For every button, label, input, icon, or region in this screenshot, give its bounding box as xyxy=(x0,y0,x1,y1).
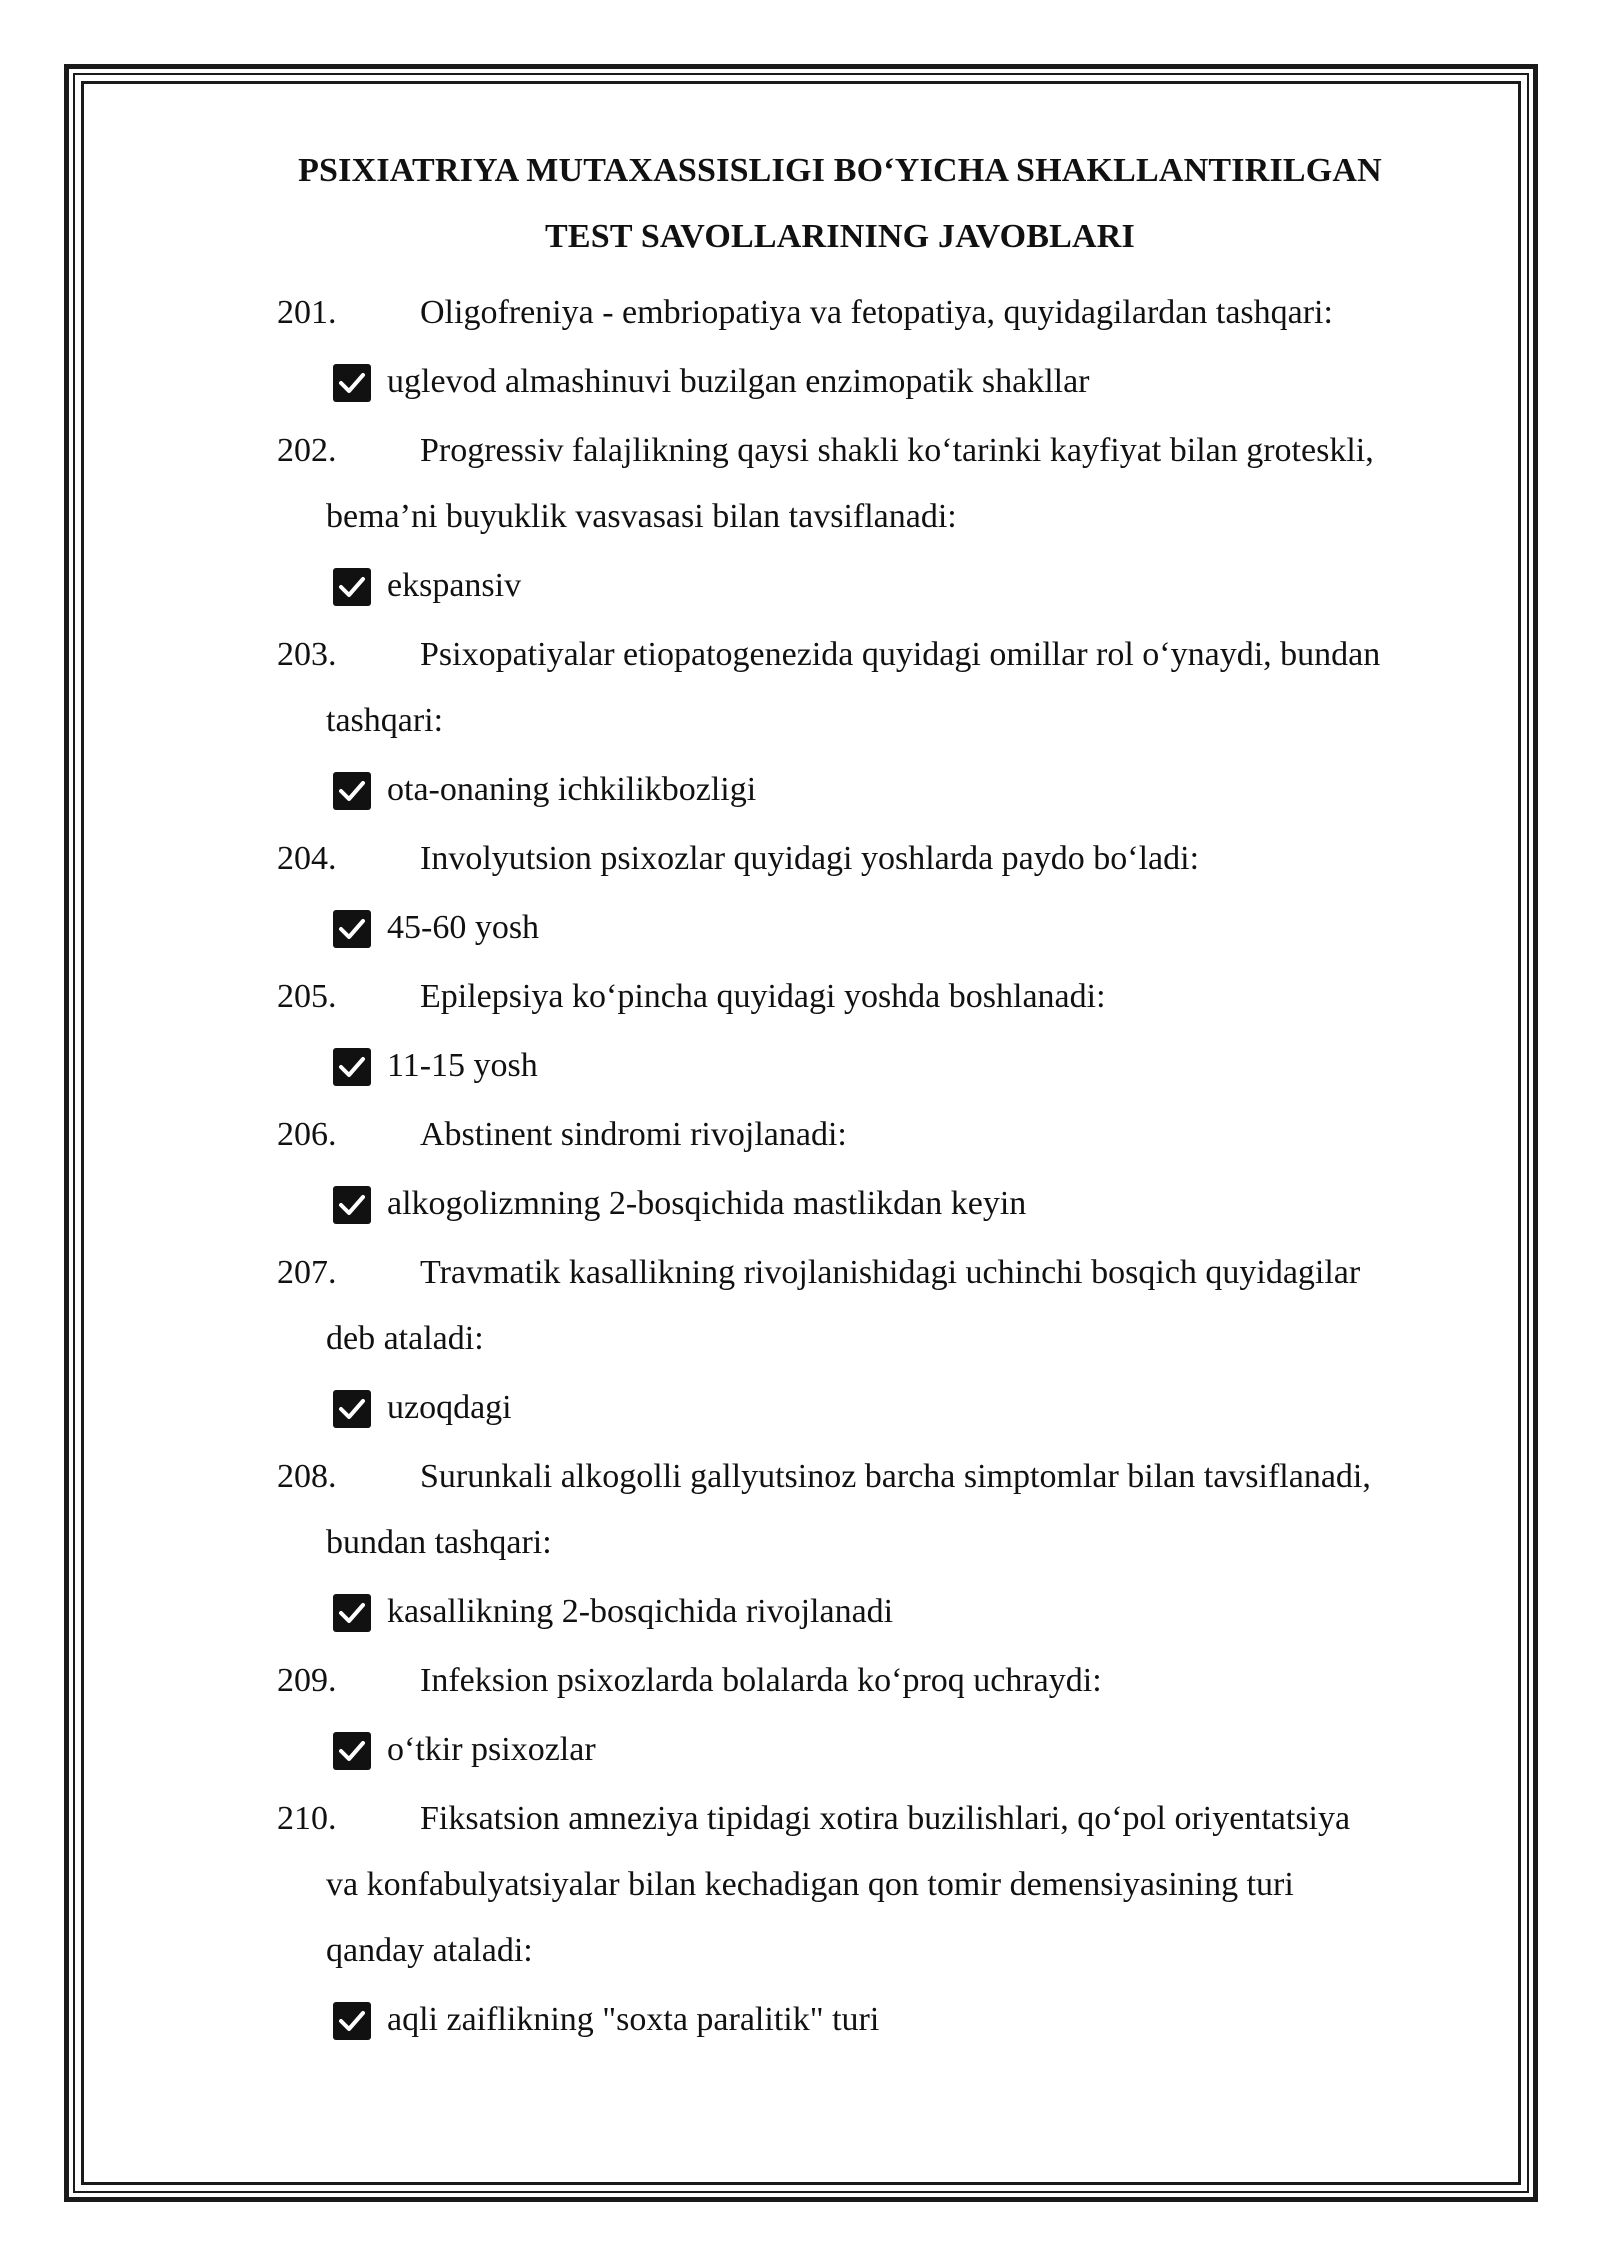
answer-text: 11-15 yosh xyxy=(387,1047,538,1084)
question-number: 203. xyxy=(277,636,337,673)
question-item xyxy=(0,964,1600,1030)
checkmark-icon xyxy=(333,2002,371,2040)
question-text-line: Infeksion psixozlarda bolalarda ko‘proq uchraydi: xyxy=(420,1662,1102,1699)
question-number: 201. xyxy=(277,294,337,331)
question-text-line: deb ataladi: xyxy=(326,1320,484,1357)
question-number: 202. xyxy=(277,432,337,469)
document-title-line-2: TEST SAVOLLARINING JAVOBLARI xyxy=(545,218,1135,255)
question-item xyxy=(0,1648,1600,1714)
question-text-line: Travmatik kasallikning rivojlanishidagi uchinchi bosqich quyidagilar xyxy=(420,1254,1361,1291)
question-text-line: Fiksatsion amneziya tipidagi xotira buzilishlari, qo‘pol oriyentatsiya xyxy=(420,1800,1351,1837)
question-text-line: Epilepsiya ko‘pincha quyidagi yoshda boshlanadi: xyxy=(420,978,1106,1015)
document-title-line-1: PSIXIATRIYA MUTAXASSISLIGI BO‘YICHA SHAKLLANTIRILGAN xyxy=(298,152,1382,189)
answer-item xyxy=(0,346,1600,418)
question-number: 205. xyxy=(277,978,337,1015)
answer-item xyxy=(0,892,1600,964)
answer-text: 45-60 yosh xyxy=(387,909,540,946)
answer-text: ekspansiv xyxy=(387,567,522,604)
question-number: 206. xyxy=(277,1116,337,1153)
question-number: 209. xyxy=(277,1662,337,1699)
checkmark-icon xyxy=(333,1186,371,1224)
answer-item xyxy=(0,1168,1600,1240)
checkmark-icon xyxy=(333,910,371,948)
question-answer-list xyxy=(0,280,1600,2056)
answer-text: aqli zaiflikning "soxta paralitik" turi xyxy=(387,2001,880,2038)
question-text-line: tashqari: xyxy=(326,702,444,739)
question-item xyxy=(0,1240,1600,1372)
question-number: 204. xyxy=(277,840,337,877)
question-item xyxy=(0,1444,1600,1576)
answer-text: alkogolizmning 2-bosqichida mastlikdan keyin xyxy=(387,1185,1027,1222)
question-text-line: Surunkali alkogolli gallyutsinoz barcha simptomlar bilan tavsiflanadi, xyxy=(420,1458,1371,1495)
question-item xyxy=(0,280,1600,346)
checkmark-icon xyxy=(333,1390,371,1428)
checkmark-icon xyxy=(333,1594,371,1632)
answer-text: ota-onaning ichkilikbozligi xyxy=(387,771,757,808)
question-text-line: va konfabulyatsiyalar bilan kechadigan qon tomir demensiyasining turi xyxy=(326,1866,1294,1903)
answer-item xyxy=(0,1372,1600,1444)
answer-text: o‘tkir psixozlar xyxy=(387,1731,596,1768)
checkmark-icon xyxy=(333,772,371,810)
answer-item xyxy=(0,754,1600,826)
checkmark-icon xyxy=(333,1048,371,1086)
answer-item xyxy=(0,550,1600,622)
answer-item xyxy=(0,1984,1600,2056)
question-item xyxy=(0,622,1600,754)
answer-text: uglevod almashinuvi buzilgan enzimopatik shakllar xyxy=(387,363,1090,400)
question-text-line: bundan tashqari: xyxy=(326,1524,552,1561)
question-item xyxy=(0,1786,1600,1984)
question-number: 208. xyxy=(277,1458,337,1495)
question-item xyxy=(0,826,1600,892)
answer-text: uzoqdagi xyxy=(387,1389,512,1426)
answer-item xyxy=(0,1714,1600,1786)
question-number: 210. xyxy=(277,1800,337,1837)
checkmark-icon xyxy=(333,364,371,402)
question-text-line: bema’ni buyuklik vasvasasi bilan tavsiflanadi: xyxy=(326,498,957,535)
question-text-line: qanday ataladi: xyxy=(326,1932,533,1969)
answer-item xyxy=(0,1576,1600,1648)
question-text-line: Abstinent sindromi rivojlanadi: xyxy=(420,1116,847,1153)
question-number: 207. xyxy=(277,1254,337,1291)
question-text-line: Oligofreniya - embriopatiya va fetopatiya, quyidagilardan tashqari: xyxy=(420,294,1333,331)
answer-text: kasallikning 2-bosqichida rivojlanadi xyxy=(387,1593,894,1630)
question-text-line: Progressiv falajlikning qaysi shakli ko‘tarinki kayfiyat bilan groteskli, xyxy=(420,432,1374,469)
checkmark-icon xyxy=(333,568,371,606)
checkmark-icon xyxy=(333,1732,371,1770)
question-text-line: Involyutsion psixozlar quyidagi yoshlarda paydo bo‘ladi: xyxy=(420,840,1200,877)
answer-item xyxy=(0,1030,1600,1102)
question-item xyxy=(0,1102,1600,1168)
question-text-line: Psixopatiyalar etiopatogenezida quyidagi omillar rol o‘ynaydi, bundan xyxy=(420,636,1381,673)
question-item xyxy=(0,418,1600,550)
